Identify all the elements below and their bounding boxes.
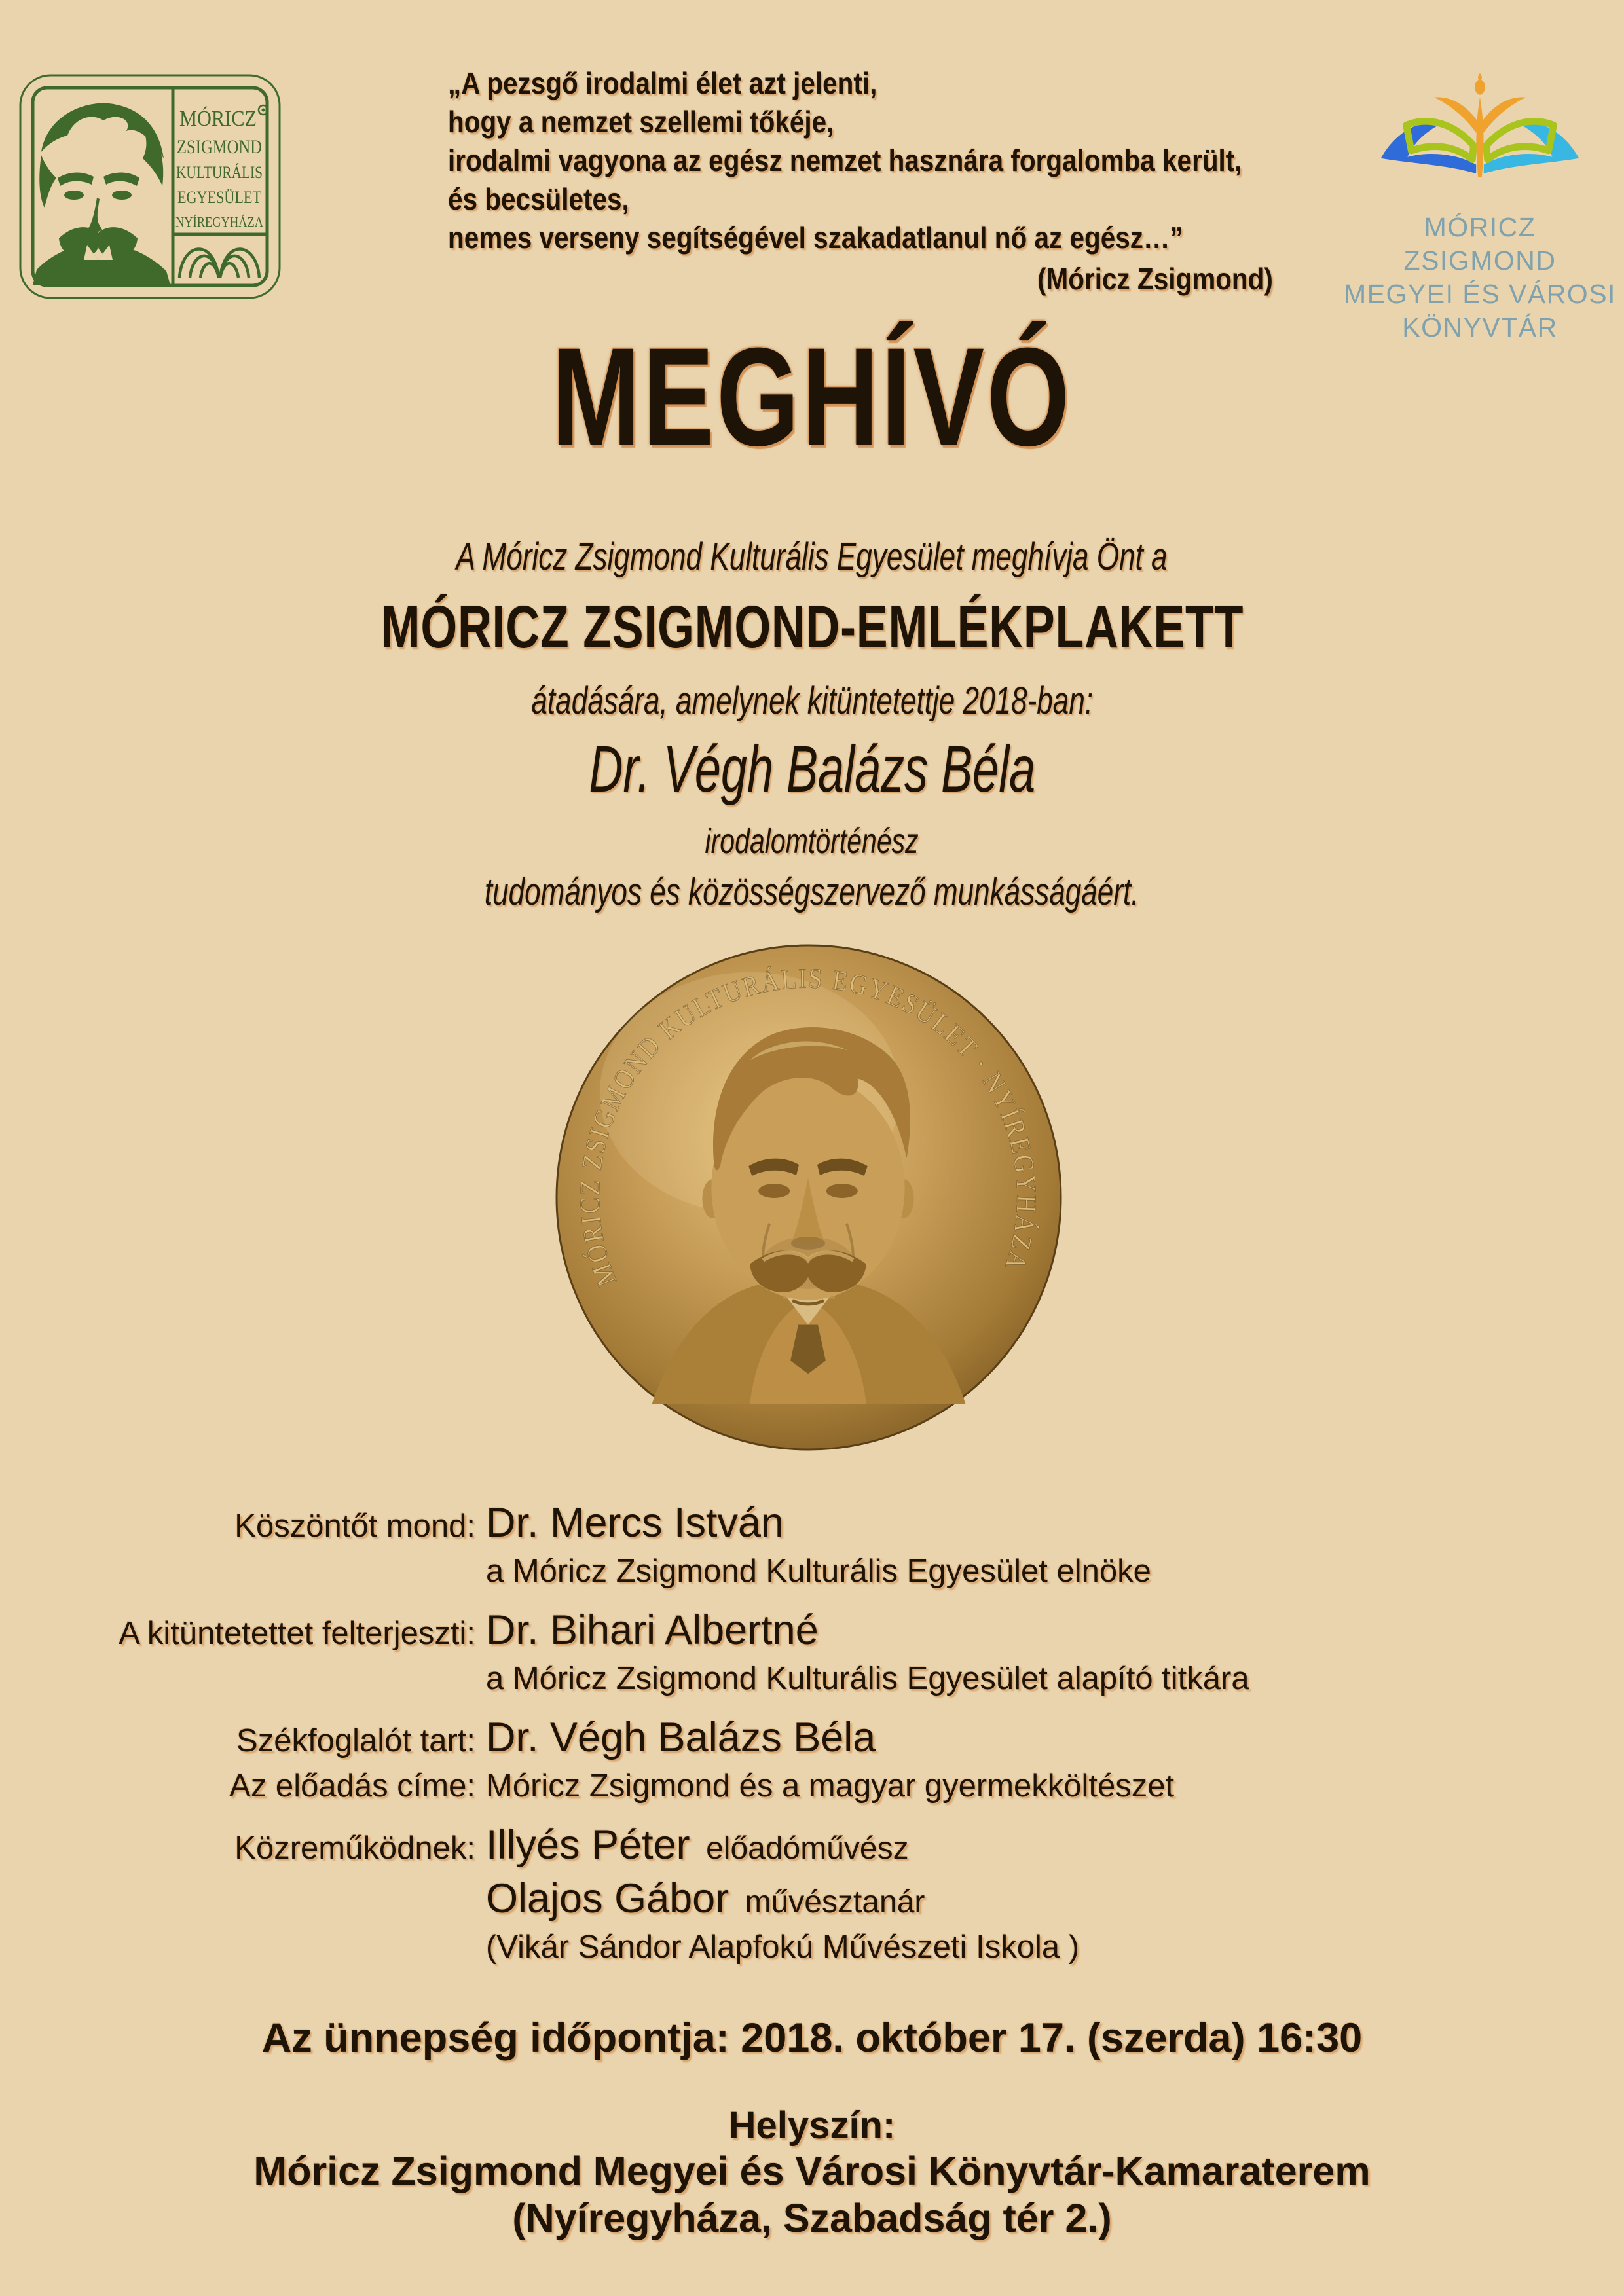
library-name-line: KÖNYVTÁR [1402, 312, 1558, 342]
emblem-line-kulturalis: KULTURÁLIS [176, 163, 263, 182]
quote-attribution: (Móricz Zsigmond) [1037, 262, 1273, 296]
cultural-association-logo [18, 73, 282, 300]
invitation-block [0, 537, 1624, 913]
quote-line: irodalmi vagyona az egész nemzet hasznára forgalomba került, [448, 143, 1242, 177]
page-title: MEGHÍVÓ [551, 319, 1073, 475]
program-person-name: Olajos Gábor [486, 1876, 729, 1922]
event-datetime: Az ünnepség időpontja: 2018. október 17. (szerda) 16:30 [261, 2015, 1363, 2061]
program-person-name: Illyés Péter [486, 1822, 690, 1868]
lecture-title: Móricz Zsigmond és a magyar gyermekköltészet [486, 1768, 1175, 1804]
quote-line: „A pezsgő irodalmi élet azt jelenti, [448, 66, 877, 100]
library-name-line: MEGYEI ÉS VÁROSI [1344, 279, 1616, 309]
library-logo [1344, 68, 1616, 344]
program-row-nominator [0, 1607, 1624, 1660]
program-person-name: Dr. Mercs István [486, 1500, 784, 1546]
program-row-sub [0, 1553, 1624, 1607]
program-person-name: Dr. Végh Balázs Béla [486, 1715, 876, 1760]
program-row-contributors [0, 1821, 1624, 1875]
quote-line: nemes verseny segítségével szakadatlanul nő az egész…” [448, 221, 1183, 255]
program-label: A kitüntetettet felterjeszti: [119, 1616, 475, 1651]
quote-line: és becsületes, [448, 182, 629, 216]
honoree-name: Dr. Végh Balázs Béla [589, 733, 1035, 806]
emblem-book-arcs-icon [179, 249, 259, 278]
emblem-line-egyesulet: EGYESÜLET [177, 188, 262, 207]
program-label: Köszöntőt mond: [234, 1508, 475, 1544]
quote-line: hogy a nemzet szellemi tőkéje, [448, 105, 834, 139]
program-person-role: előadóművész [706, 1831, 909, 1866]
program-label: Székfoglalót tart: [236, 1723, 475, 1758]
program-row-lecture-title [0, 1768, 1624, 1821]
program-block [0, 1499, 1624, 1982]
venue-address: (Nyíregyháza, Szabadság tér 2.) [512, 2196, 1112, 2240]
program-row-sub [0, 1660, 1624, 1714]
open-book-icon [1372, 68, 1588, 195]
footer-block [0, 2015, 1624, 2242]
honoree-title: irodalomtörténész [705, 822, 919, 861]
emblem-line-zsigmond: ZSIGMOND [177, 136, 262, 158]
program-person-role: a Móricz Zsigmond Kulturális Egyesület elnöke [486, 1554, 1151, 1589]
program-label: Közreműködnek: [234, 1831, 475, 1866]
program-row-contributor2 [0, 1875, 1624, 1929]
association-emblem-icon [18, 73, 282, 300]
program-label: Az előadás címe: [229, 1768, 475, 1804]
library-name-line: MÓRICZ ZSIGMOND [1403, 212, 1557, 276]
program-person-role: művésztanár [745, 1885, 925, 1920]
ceremony-line: átadására, amelynek kitüntetettje 2018-ban: [531, 680, 1093, 722]
venue-label: Helyszín: [728, 2104, 896, 2147]
program-person-role: a Móricz Zsigmond Kulturális Egyesület alapító titkára [486, 1661, 1249, 1696]
program-row-lecture [0, 1714, 1624, 1768]
school-name: (Vikár Sándor Alapfokú Művészeti Iskola ) [486, 1929, 1080, 1965]
program-person-name: Dr. Bihari Albertné [486, 1607, 819, 1653]
medal-inscription: MÓRICZ ZSIGMOND KULTURÁLIS EGYESÜLET · NYÍREGYHÁZA [574, 963, 1042, 1290]
emblem-line-moricz: MÓRICZ [179, 107, 267, 131]
memorial-medal-image [554, 943, 1063, 1452]
program-row-greeting [0, 1499, 1624, 1553]
library-wordmark [1344, 211, 1616, 344]
invitation-intro: A Móricz Zsigmond Kulturális Egyesület meghívja Önt a [456, 536, 1168, 578]
program-row-school [0, 1929, 1624, 1982]
quote-block [448, 64, 1352, 299]
venue-name: Móricz Zsigmond Megyei és Városi Könyvtár-Kamaraterem [253, 2149, 1371, 2193]
award-name: MÓRICZ ZSIGMOND-EMLÉKPLAKETT [380, 594, 1244, 661]
honoree-merit: tudományos és közösségszervező munkásságáért. [485, 871, 1139, 913]
emblem-line-nyiregyhaza: NYÍREGYHÁZA [175, 214, 264, 230]
emblem-wordmark [175, 106, 267, 230]
